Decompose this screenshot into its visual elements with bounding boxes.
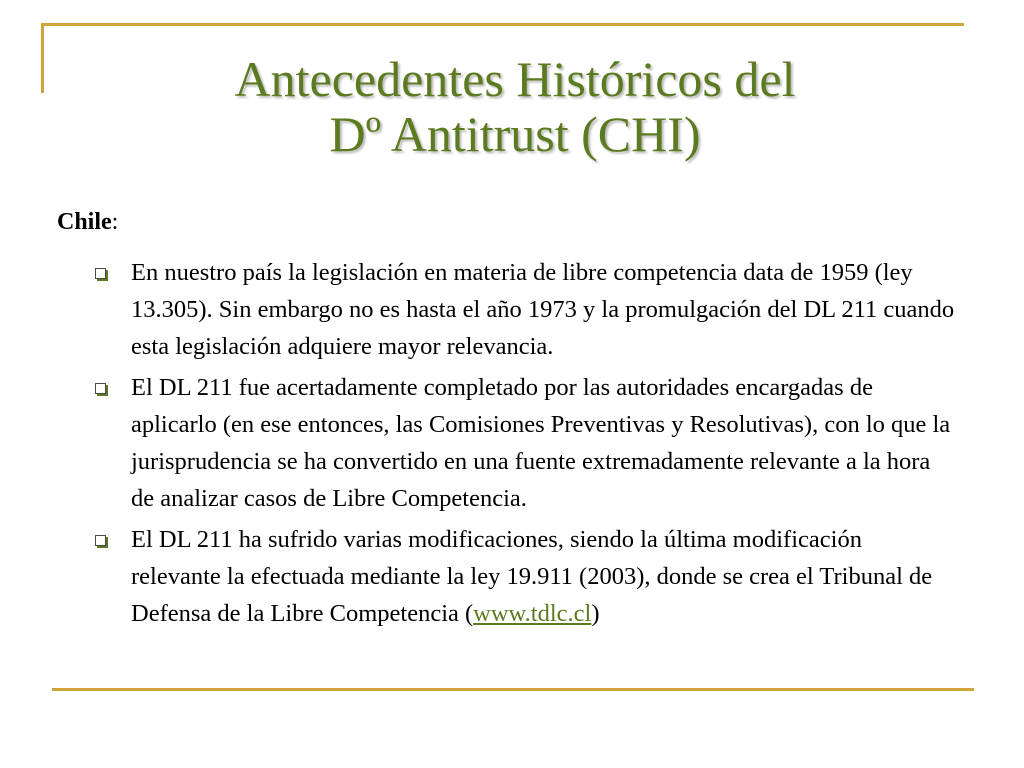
title-line-1: Antecedentes Históricos del <box>234 51 796 107</box>
bullet-text: En nuestro país la legislación en materia de libre competencia data de 1959 (ley 13.305). Sin embargo no es hasta el año 1973 y la promulgación del DL 211 cuando esta legislación adquiere mayor relevancia. <box>131 259 955 360</box>
bullet-list <box>93 254 955 636</box>
bullet-item <box>93 254 955 365</box>
bullet-item <box>93 521 955 632</box>
checkbox-bullet-icon <box>95 535 106 546</box>
frame-bottom-rule <box>52 688 974 691</box>
section-label-text: Chile <box>57 209 112 235</box>
title-line-2: Dº Antitrust (CHI) <box>329 106 701 162</box>
frame-top-rule <box>44 23 964 26</box>
bullet-item <box>93 369 955 517</box>
checkbox-bullet-icon <box>95 383 106 394</box>
bullet-text-after-link: ) <box>591 600 600 627</box>
section-label-suffix: : <box>111 209 119 235</box>
section-label <box>57 207 118 237</box>
bullet-text: El DL 211 fue acertadamente completado por las autoridades encargadas de aplicarlo (en ese entonces, las Comisiones Preventivas y Resolutivas), con lo que la jurisprudencia se ha convertido en una fuente extremadamente relevante a la hora de analizar casos de Libre Competencia. <box>131 374 951 512</box>
frame-left-rule <box>41 23 44 93</box>
bullet-text-before-link: El DL 211 ha sufrido varias modificaciones, siendo la última modificación relevante la efectuada mediante la ley 19.911 (2003), donde se crea el Tribunal de Defensa de la Libre Competencia ( <box>131 526 933 627</box>
checkbox-bullet-icon <box>95 268 106 279</box>
tdlc-link[interactable]: www.tdlc.cl <box>473 600 592 627</box>
slide-title <box>100 52 930 162</box>
